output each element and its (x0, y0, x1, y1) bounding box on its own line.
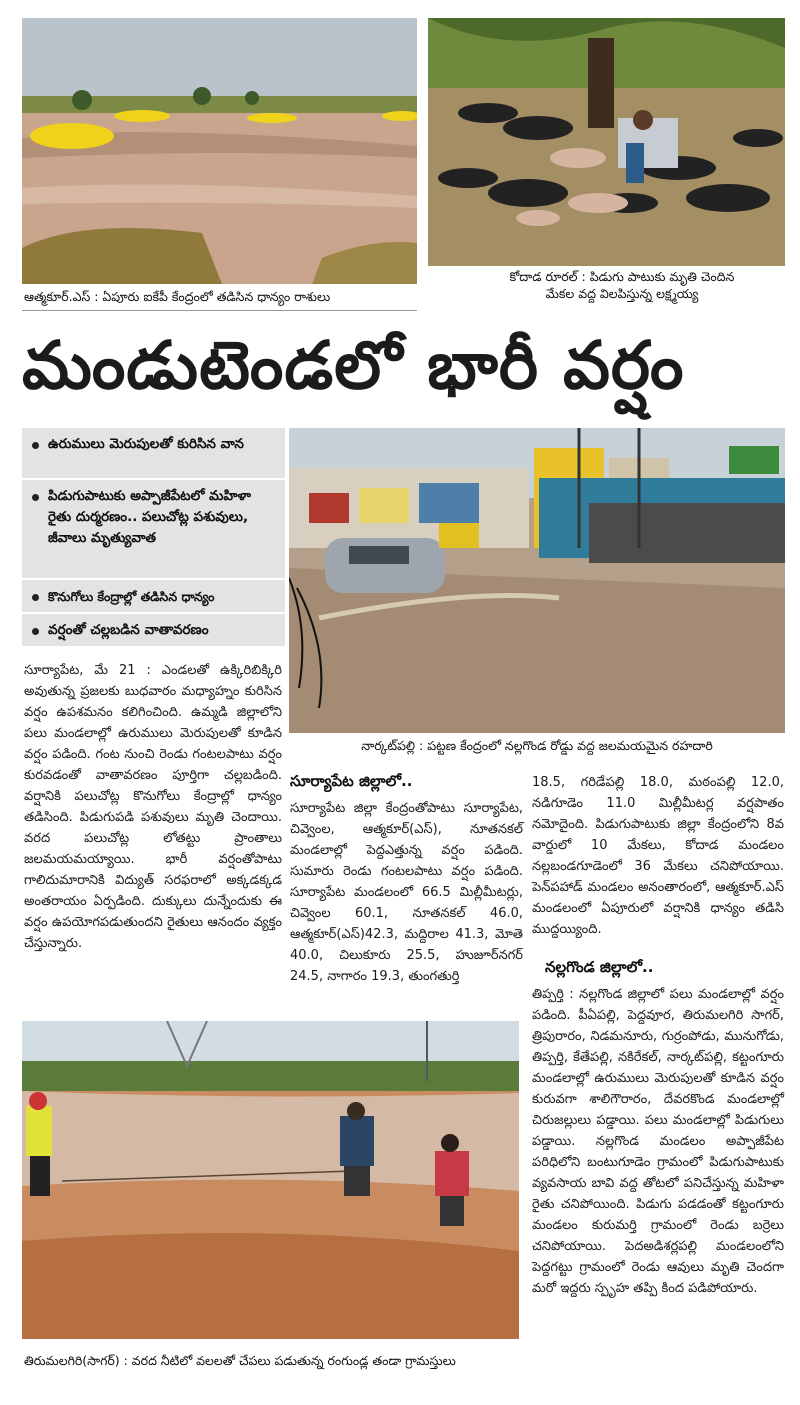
highlight-item (22, 580, 285, 614)
man-center (340, 1102, 374, 1196)
intro-paragraph: సూర్యాపేట, మే 21 : ఎండలతో ఉక్కిరిబిక్కిరి అవుతున్న ప్రజలకు బుధవారం మధ్యాహ్నం కురిసిన వర్షం ఉపశమనం కలిగించింది. ఉమ్మడి జిల్లాలోని పలు మండలాల్లో ఉరుములు మెరుపులతో కూడిన వర్షం పడింది. గంట నుంచి రెండు గంటలపాటు వర్షం కురవడంతో వాతావరణం పూర్తిగా చల్లబడింది. వర్షానికి పలుచోట్ల కొనుగోలు కేంద్రాల్లో ధాన్యం తడిసింది. పిడుగుపడి పశువులు మృతి చెందాయి. వరద పలుచోట్ల లోతట్టు ప్రాంతాలు జలమయమయ్యాయి. భారీ వర్షంతోపాటు గాలిదుమారానికి విద్యుత్ సరఫరాలో అక్కడక్కడ అంతరాయం ఏర్పడింది. దుక్కులు దున్నేందుకు ఈ వర్షం ఉపయోగపడుతుందని రైతులు ఆనందం వ్యక్తం చేస్తున్నారు. (24, 663, 282, 951)
caption-wet-grain: ఆత్మకూర్.ఎస్ : ఏపూరు ఐకేపీ కేంద్రంలో తడిసిన ధాన్యం రాశులు (24, 289, 331, 304)
photo-flooded-road (289, 428, 785, 733)
caption-dead-goats (462, 268, 782, 302)
highlight-item (22, 480, 285, 580)
highlight-item (22, 614, 285, 646)
highlight-item (22, 428, 285, 480)
photo-fishing-in-flood (22, 1021, 519, 1339)
highlights-box (22, 428, 285, 646)
highlight-text: పిడుగుపాటుకు అప్పాజీపేటలో మహిళా రైతు దుర్మరణం.. పలుచోట్ల పశువులు, జీవాలు మృత్యువాత (48, 488, 252, 546)
fishing-illustration (22, 1021, 519, 1339)
flooded-road-illustration (289, 428, 785, 733)
bullet-icon (32, 494, 39, 501)
highlight-text: ఉరుములు మెరుపులతో కురిసిన వాన (48, 436, 244, 452)
nalgonda-paragraph: తిప్పర్తి : నల్లగొండ జిల్లాలో పలు మండలాల్లో వర్షం పడింది. పీఏపల్లి, పెద్దవూర, తిరుమలగిరి సాగర్, త్రిపురారం, నిడమనూరు, గుర్రంపోడు, మునుగోడు, తిప్పర్తి, కేతేపల్లి, నకిరేకల్, నార్కట్‌పల్లి, కట్టంగూరు మండలాల్లో ఉరుములు మెరుపులతో కూడిన వర్షం కురువగా శాలిగౌరారం, దేవరకొండ మండలాల్లో చిరుజల్లులు పడ్డాయి. పలు మండలాల్లో పిడుగులు పడ్డాయి. నల్లగొండ మండలం అప్పాజీపేట పరిధిలోని బంటుగూడెం గ్రామంలో పిడుగుపాటుకు వ్యవసాయ బావి వద్ద తోటలో పనిచేస్తున్న మహిళా రైతు చనిపోయింది. పిడుగు పడడంతో కట్టంగూరు మండలం కురుమర్తి గ్రామంలో రెండు బర్రెలు చనిపోయాయి. పెదఅడిశర్లపల్లి మండలంలోని పెద్దగట్టు గ్రామంలో రెండు ఆవులు మృతి చెందగా మరో ఇద్దరు స్పృహ తప్పి కింద పడిపోయారు. (532, 987, 784, 1296)
continued-paragraph: 18.5, గరిడేపల్లి 18.0, మఠంపల్లి 12.0, నడిగూడెం 11.0 మిల్లీమీటర్ల వర్షపాతం నమోదైంది. పిడుగుపాటుకు జిల్లా కేంద్రంలోని 8వ వార్డులో 10 మేకలు, కోదాడ మండలం నల్లబండగూడెంలో 36 మేకలు చనిపోయాయి. పెన్‌పహాడ్ మండలం అనంతారంలో, ఆత్మకూర్.ఎస్ మండలంలో ఏపూరులో వర్షానికి ధాన్యం తడిసి ముద్దయ్యింది. (532, 775, 784, 937)
highlight-text: కొనుగోలు కేంద్రాల్లో తడిసిన ధాన్యం (48, 589, 215, 604)
bullet-icon (32, 628, 39, 635)
bullet-icon (32, 594, 39, 601)
suryapet-heading: సూర్యాపేట జిల్లాలో.. (290, 772, 413, 790)
caption-flooded-road: నార్కట్‌పల్లి : పట్టణ కేంద్రంలో నల్లగొండ రోడ్డు వద్ద జలమయమైన రహదారి (361, 738, 713, 753)
bullet-icon (32, 442, 39, 449)
caption-dead-goats-line-1: కోదాడ రూరల్ : పిడుగు పాటుకు మృతి చెందిన (509, 269, 735, 284)
nalgonda-heading: నల్లగొండ జిల్లాలో.. (545, 958, 654, 976)
wet-grain-illustration (22, 18, 417, 284)
caption-fishing: తిరుమలగిరి(సాగర్) : వరద నీటిలో వలలతో చేపలు పడుతున్న రంగుండ్ల తండా గ్రామస్తులు (24, 1353, 456, 1368)
caption-divider (22, 310, 417, 311)
dead-goats-illustration (428, 18, 785, 266)
caption-dead-goats-line-2: మేకల వద్ద విలపిస్తున్న లక్ష్మయ్య (545, 286, 699, 301)
photo-dead-goats (428, 18, 785, 266)
suryapet-paragraph: సూర్యాపేట జిల్లా కేంద్రంతోపాటు సూర్యాపేట, చివ్వెంల, ఆత్మకూర్(ఎస్), నూతనకల్ మండలాల్లో పెద్దఎత్తున్న వర్షం పడింది. సుమారు రెండు గంటలపాటు వర్షం పడింది. సూర్యాపేట మండలంలో 66.5 మిల్లీమీటర్లు, చివ్వెంల 60.1, నూతనకల్ 46.0, ఆత్మకూర్(ఎస్)42.3, మద్దిరాల 41.3, మోతె 40.0, చిలుకూరు 25.5, హుజూర్‌నగర్ 24.5, నాగారం 19.3, తుంగతుర్తి (290, 801, 523, 984)
photo-wet-grain-heaps (22, 18, 417, 284)
highlight-text: వర్షంతో చల్లబడిన వాతావరణం (48, 622, 209, 638)
headline: మండుటెండలో భారీ వర్షం (22, 327, 685, 404)
